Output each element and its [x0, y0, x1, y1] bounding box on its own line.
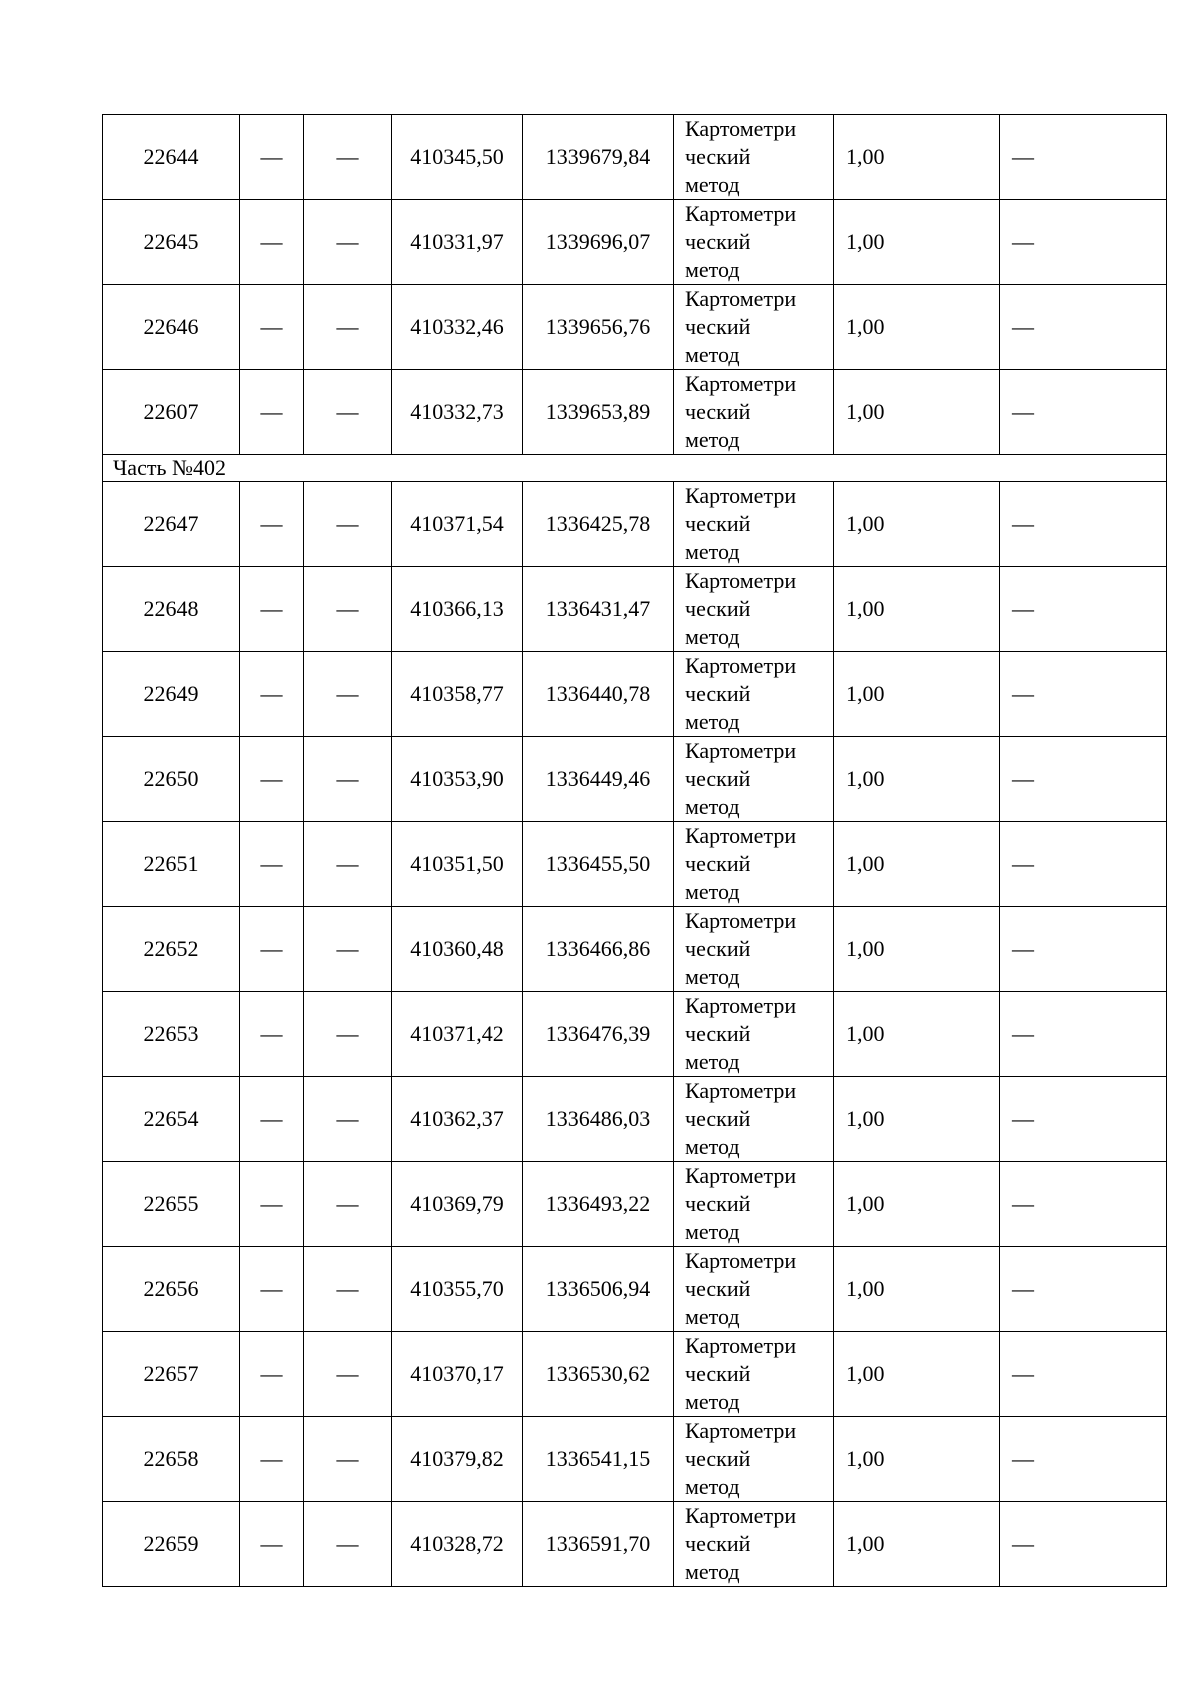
method-text-line: метод: [685, 624, 740, 649]
table-row: [103, 1332, 1167, 1417]
empty-dash-cell: —: [240, 1417, 304, 1502]
x-coordinate-cell: 410371,42: [392, 992, 523, 1077]
empty-dash-cell: —: [304, 1247, 392, 1332]
x-coordinate-cell: 410362,37: [392, 1077, 523, 1162]
method-text-line: Картометри: [685, 908, 797, 933]
method-text-line: метод: [685, 1389, 740, 1414]
accuracy-cell: 1,00: [834, 482, 1000, 567]
empty-dash-cell: —: [304, 285, 392, 370]
method-text-line: Картометри: [685, 1163, 797, 1188]
empty-dash-cell: —: [1000, 1417, 1167, 1502]
method-text-line: Картометри: [685, 116, 797, 141]
point-number-cell: 22657: [103, 1332, 240, 1417]
method-text-line: Картометри: [685, 738, 797, 763]
method-text-line: Картометри: [685, 1503, 797, 1528]
section-header-row: [103, 455, 1167, 482]
table-row: [103, 1247, 1167, 1332]
empty-dash-cell: —: [304, 1077, 392, 1162]
accuracy-cell: 1,00: [834, 737, 1000, 822]
point-number-cell: 22654: [103, 1077, 240, 1162]
table-row: [103, 285, 1167, 370]
empty-dash-cell: —: [240, 1332, 304, 1417]
method-text-line: Картометри: [685, 568, 797, 593]
method-text-line: Картометри: [685, 286, 797, 311]
table-row: [103, 822, 1167, 907]
y-coordinate-cell: 1336449,46: [523, 737, 674, 822]
accuracy-cell: 1,00: [834, 822, 1000, 907]
method-cell: [674, 370, 834, 455]
empty-dash-cell: —: [1000, 822, 1167, 907]
empty-dash-cell: —: [240, 652, 304, 737]
method-text-line: метод: [685, 964, 740, 989]
method-text-line: ческий: [685, 1021, 751, 1046]
method-text-line: ческий: [685, 399, 751, 424]
method-cell: [674, 285, 834, 370]
point-number-cell: 22648: [103, 567, 240, 652]
table-row: [103, 1162, 1167, 1247]
x-coordinate-cell: 410331,97: [392, 200, 523, 285]
empty-dash-cell: —: [240, 567, 304, 652]
empty-dash-cell: —: [1000, 1502, 1167, 1587]
empty-dash-cell: —: [1000, 370, 1167, 455]
point-number-cell: 22655: [103, 1162, 240, 1247]
table-row: [103, 652, 1167, 737]
table-row: [103, 737, 1167, 822]
empty-dash-cell: —: [240, 200, 304, 285]
x-coordinate-cell: 410351,50: [392, 822, 523, 907]
empty-dash-cell: —: [1000, 482, 1167, 567]
y-coordinate-cell: 1336591,70: [523, 1502, 674, 1587]
method-text-line: метод: [685, 1049, 740, 1074]
method-text-line: метод: [685, 172, 740, 197]
method-text-line: ческий: [685, 766, 751, 791]
method-text-line: Картометри: [685, 201, 797, 226]
x-coordinate-cell: 410371,54: [392, 482, 523, 567]
x-coordinate-cell: 410360,48: [392, 907, 523, 992]
accuracy-cell: 1,00: [834, 907, 1000, 992]
method-cell: [674, 1417, 834, 1502]
method-text-line: ческий: [685, 1531, 751, 1556]
empty-dash-cell: —: [1000, 115, 1167, 200]
x-coordinate-cell: 410366,13: [392, 567, 523, 652]
table-row: [103, 200, 1167, 285]
empty-dash-cell: —: [304, 1332, 392, 1417]
accuracy-cell: 1,00: [834, 652, 1000, 737]
empty-dash-cell: —: [240, 992, 304, 1077]
method-text-line: ческий: [685, 1106, 751, 1131]
empty-dash-cell: —: [1000, 907, 1167, 992]
method-text-line: метод: [685, 709, 740, 734]
empty-dash-cell: —: [1000, 652, 1167, 737]
method-text-line: ческий: [685, 596, 751, 621]
method-text-line: Картометри: [685, 1333, 797, 1358]
method-cell: [674, 567, 834, 652]
empty-dash-cell: —: [240, 285, 304, 370]
y-coordinate-cell: 1336431,47: [523, 567, 674, 652]
method-text-line: ческий: [685, 1361, 751, 1386]
method-text-line: Картометри: [685, 653, 797, 678]
x-coordinate-cell: 410379,82: [392, 1417, 523, 1502]
point-number-cell: 22649: [103, 652, 240, 737]
accuracy-cell: 1,00: [834, 1502, 1000, 1587]
y-coordinate-cell: 1336455,50: [523, 822, 674, 907]
accuracy-cell: 1,00: [834, 1332, 1000, 1417]
point-number-cell: 22645: [103, 200, 240, 285]
method-text-line: метод: [685, 257, 740, 282]
method-text-line: Картометри: [685, 1418, 797, 1443]
accuracy-cell: 1,00: [834, 567, 1000, 652]
table-row: [103, 482, 1167, 567]
y-coordinate-cell: 1336466,86: [523, 907, 674, 992]
table-body: [103, 115, 1167, 1587]
x-coordinate-cell: 410369,79: [392, 1162, 523, 1247]
method-text-line: метод: [685, 427, 740, 452]
table-row: [103, 1077, 1167, 1162]
y-coordinate-cell: 1336440,78: [523, 652, 674, 737]
point-number-cell: 22653: [103, 992, 240, 1077]
empty-dash-cell: —: [240, 115, 304, 200]
method-text-line: ческий: [685, 144, 751, 169]
x-coordinate-cell: 410345,50: [392, 115, 523, 200]
method-cell: [674, 907, 834, 992]
point-number-cell: 22607: [103, 370, 240, 455]
empty-dash-cell: —: [304, 1502, 392, 1587]
method-cell: [674, 1502, 834, 1587]
method-text-line: ческий: [685, 681, 751, 706]
empty-dash-cell: —: [304, 200, 392, 285]
y-coordinate-cell: 1339696,07: [523, 200, 674, 285]
point-number-cell: 22658: [103, 1417, 240, 1502]
empty-dash-cell: —: [1000, 567, 1167, 652]
empty-dash-cell: —: [240, 1077, 304, 1162]
y-coordinate-cell: 1336493,22: [523, 1162, 674, 1247]
table-row: [103, 115, 1167, 200]
method-text-line: метод: [685, 794, 740, 819]
point-number-cell: 22659: [103, 1502, 240, 1587]
table-row: [103, 567, 1167, 652]
y-coordinate-cell: 1336530,62: [523, 1332, 674, 1417]
accuracy-cell: 1,00: [834, 115, 1000, 200]
y-coordinate-cell: 1336486,03: [523, 1077, 674, 1162]
method-text-line: метод: [685, 1304, 740, 1329]
empty-dash-cell: —: [240, 822, 304, 907]
empty-dash-cell: —: [240, 1162, 304, 1247]
method-text-line: Картометри: [685, 993, 797, 1018]
accuracy-cell: 1,00: [834, 1077, 1000, 1162]
method-cell: [674, 822, 834, 907]
accuracy-cell: 1,00: [834, 1162, 1000, 1247]
method-text-line: ческий: [685, 1276, 751, 1301]
accuracy-cell: 1,00: [834, 285, 1000, 370]
method-cell: [674, 1162, 834, 1247]
accuracy-cell: 1,00: [834, 200, 1000, 285]
table-row: [103, 992, 1167, 1077]
method-cell: [674, 1332, 834, 1417]
section-title: Часть №402: [103, 455, 1167, 482]
y-coordinate-cell: 1336476,39: [523, 992, 674, 1077]
table-row: [103, 1417, 1167, 1502]
x-coordinate-cell: 410328,72: [392, 1502, 523, 1587]
y-coordinate-cell: 1339653,89: [523, 370, 674, 455]
empty-dash-cell: —: [240, 482, 304, 567]
y-coordinate-cell: 1336425,78: [523, 482, 674, 567]
empty-dash-cell: —: [304, 482, 392, 567]
table-row: [103, 907, 1167, 992]
empty-dash-cell: —: [240, 1502, 304, 1587]
empty-dash-cell: —: [304, 992, 392, 1077]
method-cell: [674, 115, 834, 200]
x-coordinate-cell: 410358,77: [392, 652, 523, 737]
x-coordinate-cell: 410332,73: [392, 370, 523, 455]
empty-dash-cell: —: [304, 370, 392, 455]
empty-dash-cell: —: [1000, 1332, 1167, 1417]
empty-dash-cell: —: [1000, 1077, 1167, 1162]
accuracy-cell: 1,00: [834, 1247, 1000, 1332]
method-text-line: метод: [685, 879, 740, 904]
method-text-line: метод: [685, 342, 740, 367]
method-text-line: метод: [685, 539, 740, 564]
point-number-cell: 22644: [103, 115, 240, 200]
empty-dash-cell: —: [240, 1247, 304, 1332]
method-text-line: Картометри: [685, 1078, 797, 1103]
method-cell: [674, 1247, 834, 1332]
x-coordinate-cell: 410370,17: [392, 1332, 523, 1417]
empty-dash-cell: —: [1000, 1162, 1167, 1247]
y-coordinate-cell: 1339679,84: [523, 115, 674, 200]
method-text-line: ческий: [685, 314, 751, 339]
method-text-line: Картометри: [685, 483, 797, 508]
method-text-line: ческий: [685, 1191, 751, 1216]
accuracy-cell: 1,00: [834, 992, 1000, 1077]
empty-dash-cell: —: [304, 115, 392, 200]
method-text-line: Картометри: [685, 823, 797, 848]
y-coordinate-cell: 1336541,15: [523, 1417, 674, 1502]
empty-dash-cell: —: [1000, 285, 1167, 370]
method-text-line: ческий: [685, 511, 751, 536]
point-number-cell: 22652: [103, 907, 240, 992]
method-text-line: метод: [685, 1219, 740, 1244]
point-number-cell: 22651: [103, 822, 240, 907]
method-text-line: ческий: [685, 851, 751, 876]
method-text-line: ческий: [685, 936, 751, 961]
method-cell: [674, 482, 834, 567]
point-number-cell: 22646: [103, 285, 240, 370]
point-number-cell: 22647: [103, 482, 240, 567]
x-coordinate-cell: 410353,90: [392, 737, 523, 822]
empty-dash-cell: —: [240, 737, 304, 822]
method-text-line: метод: [685, 1474, 740, 1499]
empty-dash-cell: —: [240, 370, 304, 455]
empty-dash-cell: —: [304, 567, 392, 652]
accuracy-cell: 1,00: [834, 1417, 1000, 1502]
table-row: [103, 1502, 1167, 1587]
empty-dash-cell: —: [304, 652, 392, 737]
method-text-line: ческий: [685, 1446, 751, 1471]
method-cell: [674, 200, 834, 285]
y-coordinate-cell: 1339656,76: [523, 285, 674, 370]
accuracy-cell: 1,00: [834, 370, 1000, 455]
empty-dash-cell: —: [1000, 1247, 1167, 1332]
empty-dash-cell: —: [304, 1162, 392, 1247]
method-cell: [674, 992, 834, 1077]
empty-dash-cell: —: [304, 822, 392, 907]
method-text-line: Картометри: [685, 371, 797, 396]
method-text-line: метод: [685, 1559, 740, 1584]
empty-dash-cell: —: [240, 907, 304, 992]
method-text-line: Картометри: [685, 1248, 797, 1273]
point-number-cell: 22656: [103, 1247, 240, 1332]
method-text-line: ческий: [685, 229, 751, 254]
empty-dash-cell: —: [1000, 737, 1167, 822]
empty-dash-cell: —: [1000, 200, 1167, 285]
empty-dash-cell: —: [304, 907, 392, 992]
empty-dash-cell: —: [304, 737, 392, 822]
point-number-cell: 22650: [103, 737, 240, 822]
x-coordinate-cell: 410355,70: [392, 1247, 523, 1332]
empty-dash-cell: —: [304, 1417, 392, 1502]
x-coordinate-cell: 410332,46: [392, 285, 523, 370]
table-row: [103, 370, 1167, 455]
method-cell: [674, 652, 834, 737]
coordinates-table: [102, 114, 1167, 1587]
method-cell: [674, 1077, 834, 1162]
empty-dash-cell: —: [1000, 992, 1167, 1077]
method-cell: [674, 737, 834, 822]
method-text-line: метод: [685, 1134, 740, 1159]
y-coordinate-cell: 1336506,94: [523, 1247, 674, 1332]
